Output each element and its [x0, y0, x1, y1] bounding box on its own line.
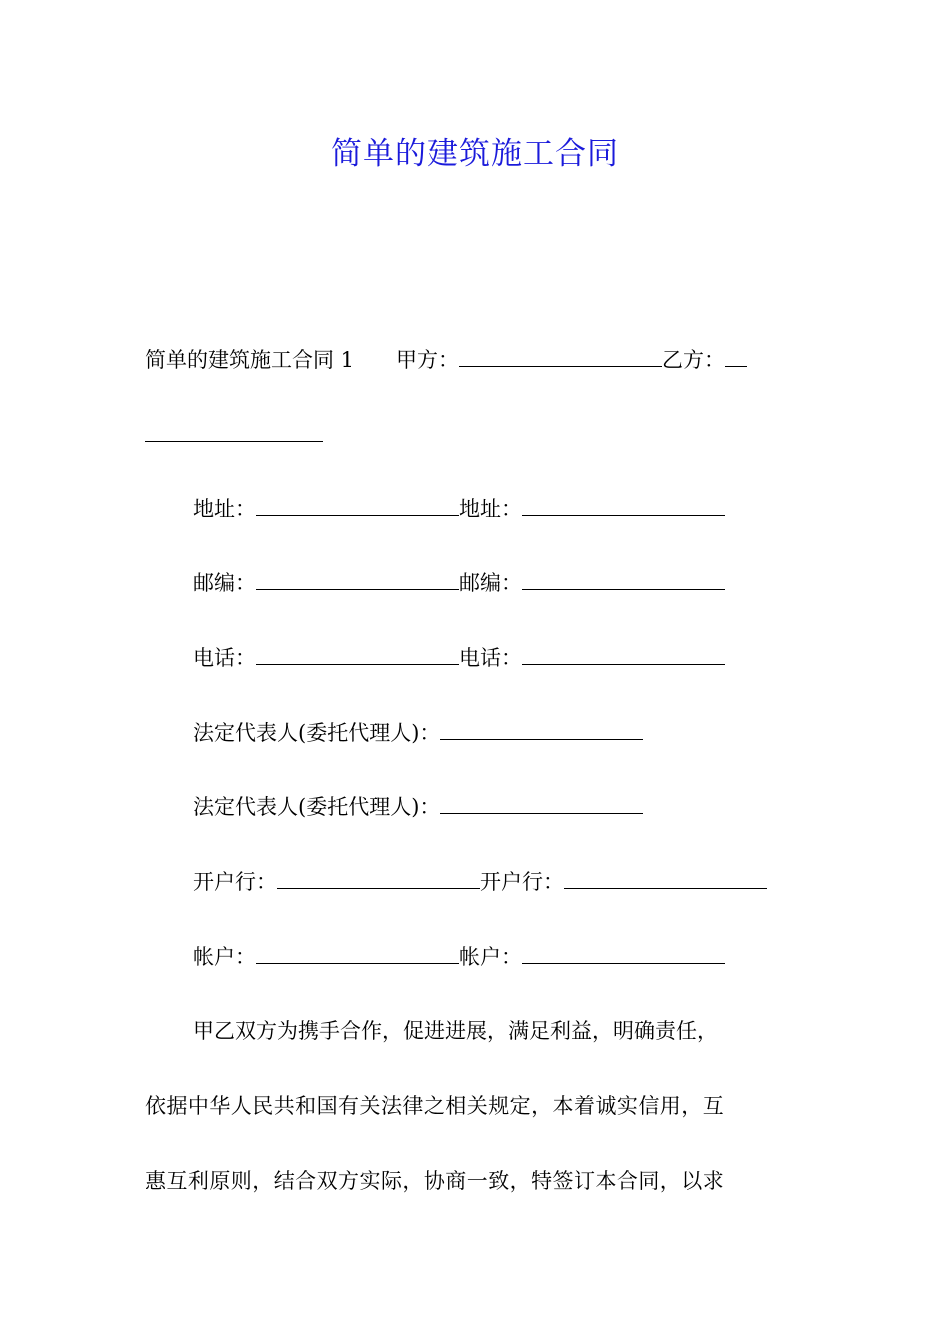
legal-rep-blank-b[interactable] [440, 793, 643, 814]
page-title: 简单的建筑施工合同 [331, 136, 619, 172]
bank-blank-b[interactable] [564, 868, 767, 889]
account-blank-a[interactable] [256, 943, 459, 964]
address-blank-b[interactable] [522, 495, 725, 516]
postcode-label-a: 邮编： [193, 571, 256, 595]
address-row [193, 494, 725, 524]
postcode-row [193, 568, 725, 598]
legal-rep-label-b: 法定代表人(委托代理人)： [193, 795, 441, 819]
contract-header-line [145, 345, 747, 375]
body-line-1: 甲乙双方为携手合作，促进进展，满足利益，明确责任， [193, 1019, 718, 1043]
bank-row [193, 867, 767, 897]
address-blank-a[interactable] [256, 495, 459, 516]
phone-label-a: 电话： [193, 646, 256, 670]
body-line-2: 依据中华人民共和国有关法律之相关规定，本着诚实信用，互 [145, 1094, 725, 1118]
party-b-label: 乙方： [662, 348, 726, 372]
party-a-label: 甲方： [396, 348, 460, 372]
body-line-3: 惠互利原则，结合双方实际，协商一致，特签订本合同，以求 [145, 1169, 725, 1193]
party-b-blank-end[interactable] [145, 421, 323, 442]
bank-label-a: 开户行： [193, 870, 277, 894]
address-label-a: 地址： [193, 497, 256, 521]
postcode-label-b: 邮编： [459, 571, 522, 595]
party-b-blank-continued[interactable] [145, 420, 323, 450]
legal-rep-row-b [193, 792, 643, 822]
account-row [193, 942, 725, 972]
postcode-blank-b[interactable] [522, 569, 725, 590]
legal-rep-blank-a[interactable] [440, 719, 643, 740]
account-label-a: 帐户： [193, 945, 256, 969]
doc-label: 简单的建筑施工合同 1 [145, 348, 355, 372]
phone-blank-b[interactable] [522, 644, 725, 665]
account-blank-b[interactable] [522, 943, 725, 964]
postcode-blank-a[interactable] [256, 569, 459, 590]
party-b-blank-start[interactable] [725, 346, 747, 367]
bank-label-b: 开户行： [480, 870, 564, 894]
legal-rep-row-a [193, 718, 643, 748]
legal-rep-label-a: 法定代表人(委托代理人)： [193, 721, 441, 745]
phone-row [193, 643, 725, 673]
account-label-b: 帐户： [459, 945, 522, 969]
phone-label-b: 电话： [459, 646, 522, 670]
address-label-b: 地址： [459, 497, 522, 521]
party-a-blank[interactable] [459, 346, 662, 367]
bank-blank-a[interactable] [277, 868, 480, 889]
phone-blank-a[interactable] [256, 644, 459, 665]
